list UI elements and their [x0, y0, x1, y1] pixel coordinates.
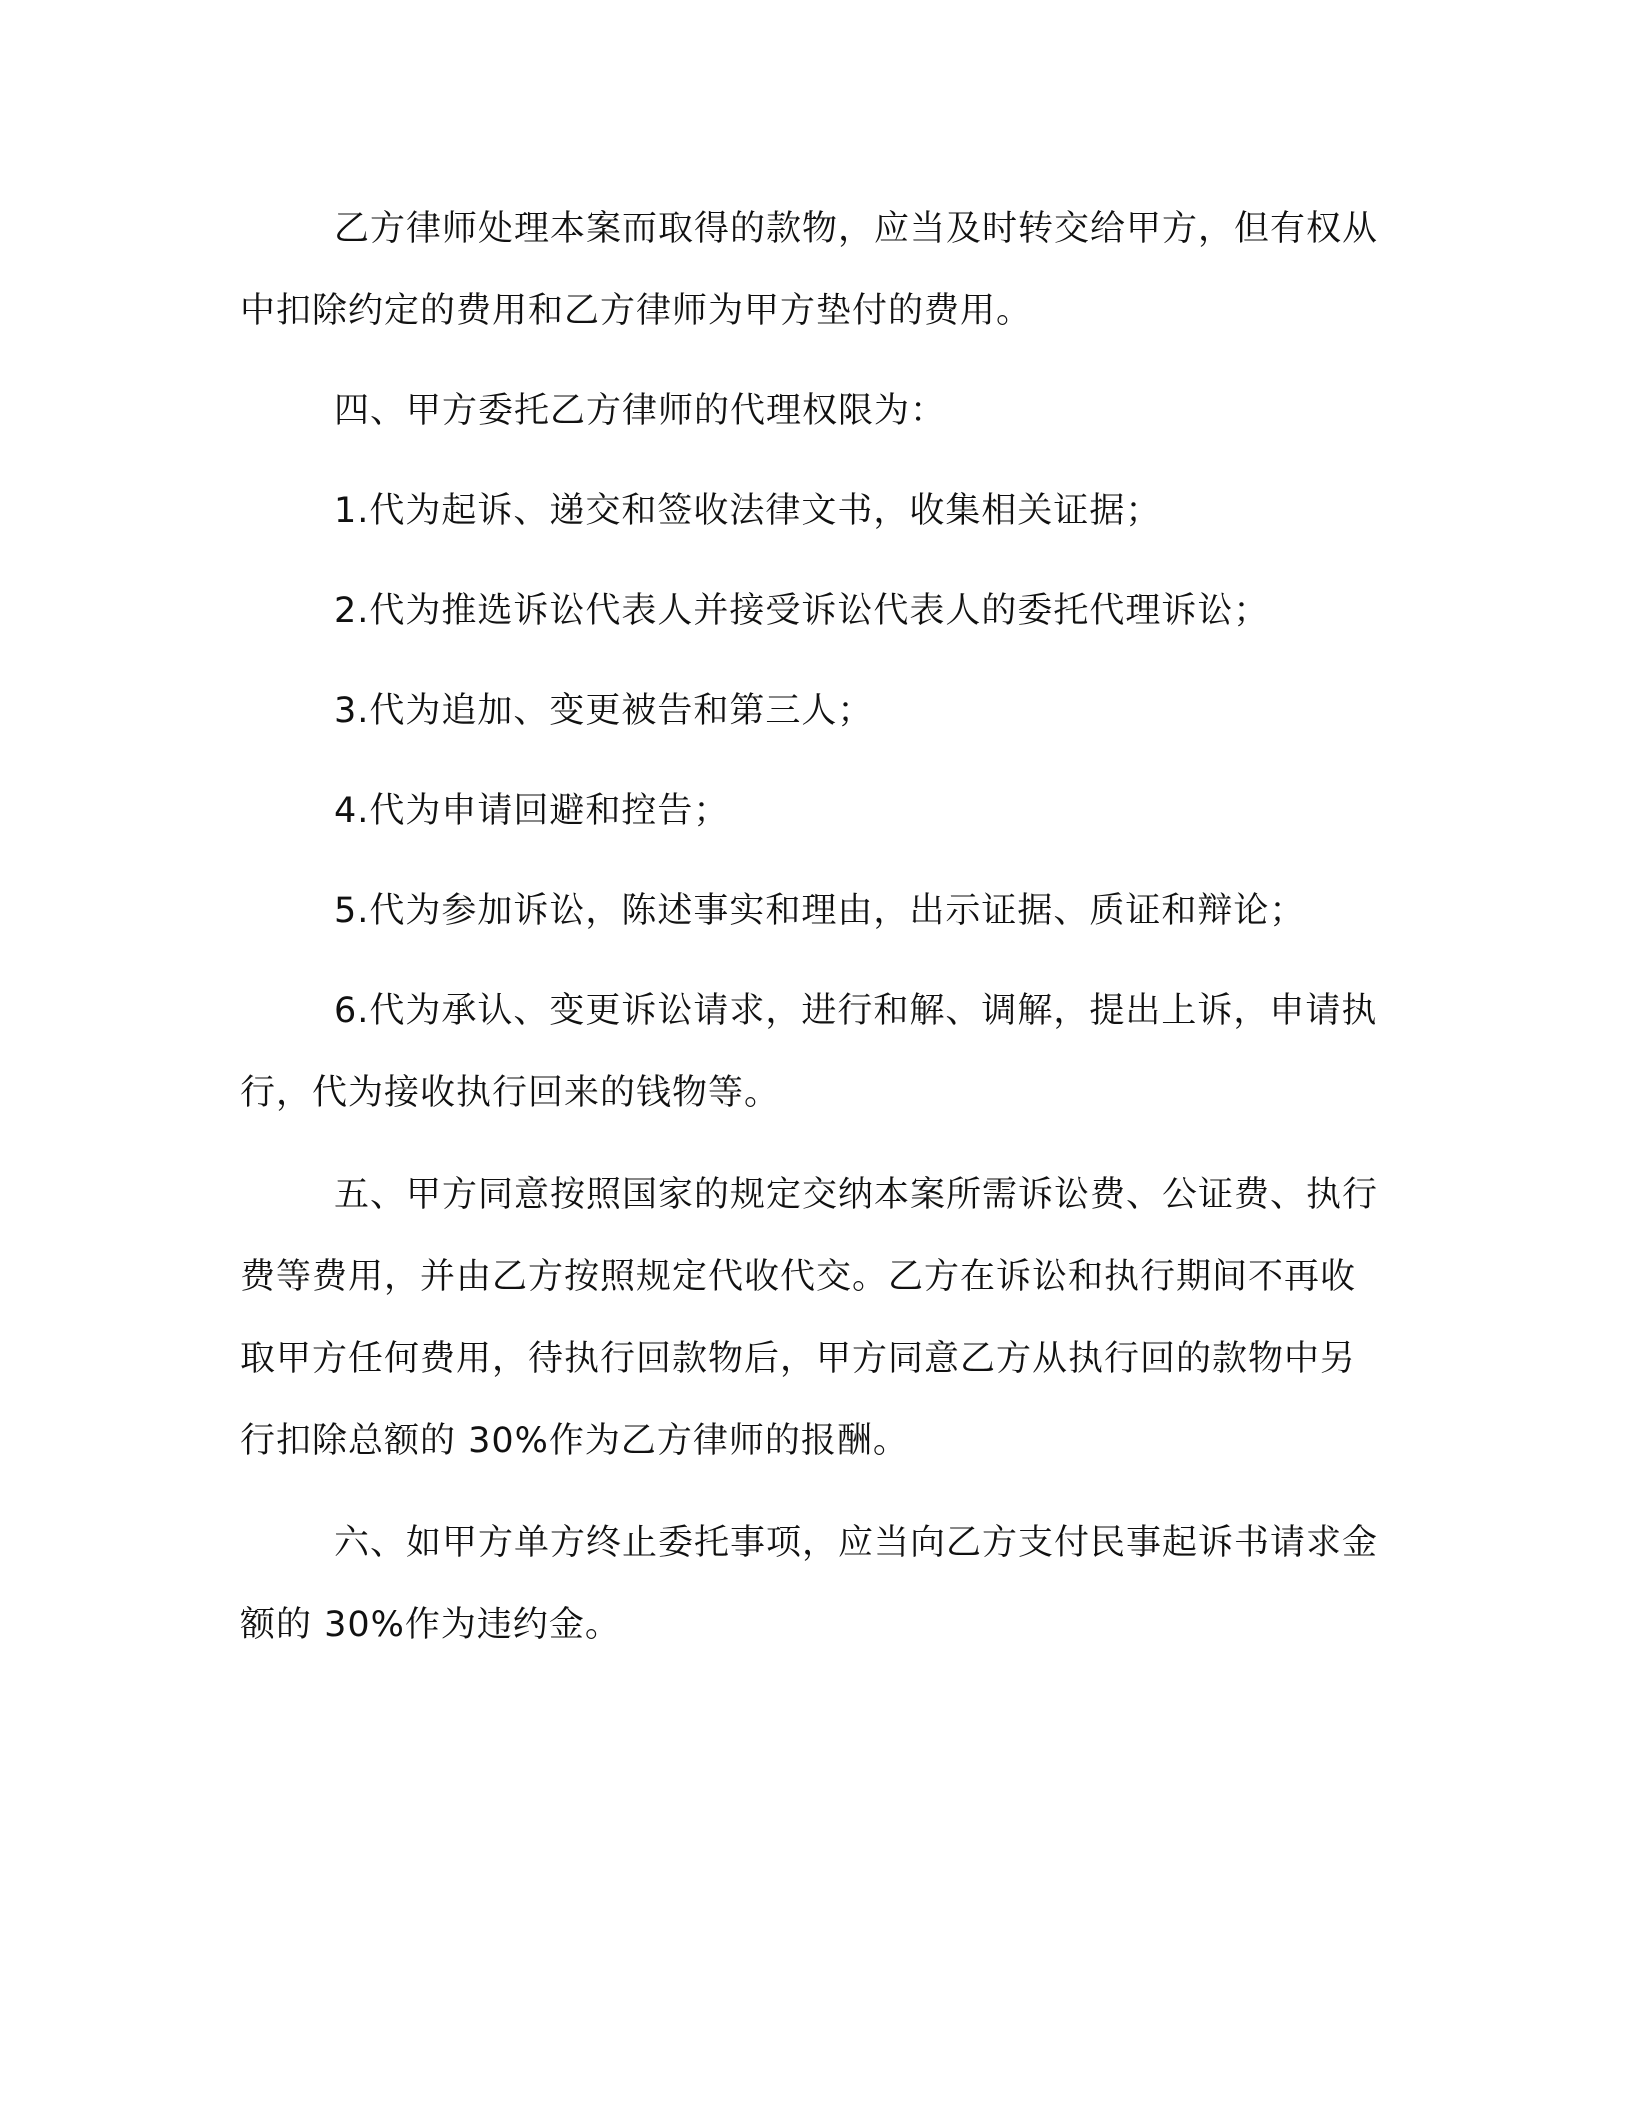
- document-body: [240, 188, 1380, 1666]
- paragraph-authority-item-3: 3.代为追加、变更被告和第三人；: [334, 691, 874, 731]
- paragraph-section-six-termination: 六、如甲方单方终止委托事项，应当向乙方支付民事起诉书请求金额的 30%作为违约金。: [240, 1523, 1379, 1645]
- paragraph-section-five-fees: 五、甲方同意按照国家的规定交纳本案所需诉讼费、公证费、执行费等费用，并由乙方按照规定代收代交。乙方在诉讼和执行期间不再收取甲方任何费用，待执行回款物后，甲方同意乙方从执行回的款物中另行扣除总额的 30%作为乙方律师的报酬。: [240, 1175, 1379, 1461]
- paragraph-authority-item-2: 2.代为推选诉讼代表人并接受诉讼代表人的委托代理诉讼；: [334, 591, 1270, 631]
- paragraph-authority-item-5: 5.代为参加诉讼，陈述事实和理由，出示证据、质证和辩论；: [334, 891, 1306, 931]
- paragraph-funds-transfer: 乙方律师处理本案而取得的款物，应当及时转交给甲方，但有权从中扣除约定的费用和乙方律师为甲方垫付的费用。: [240, 209, 1379, 331]
- paragraph-authority-item-1: 1.代为起诉、递交和签收法律文书，收集相关证据；: [334, 491, 1162, 531]
- paragraph-authority-item-4: 4.代为申请回避和控告；: [334, 791, 730, 831]
- paragraph-section-four-heading: 四、甲方委托乙方律师的代理权限为：: [334, 391, 947, 431]
- paragraph-authority-item-6: 6.代为承认、变更诉讼请求，进行和解、调解，提出上诉，申请执行，代为接收执行回来的钱物等。: [240, 991, 1378, 1113]
